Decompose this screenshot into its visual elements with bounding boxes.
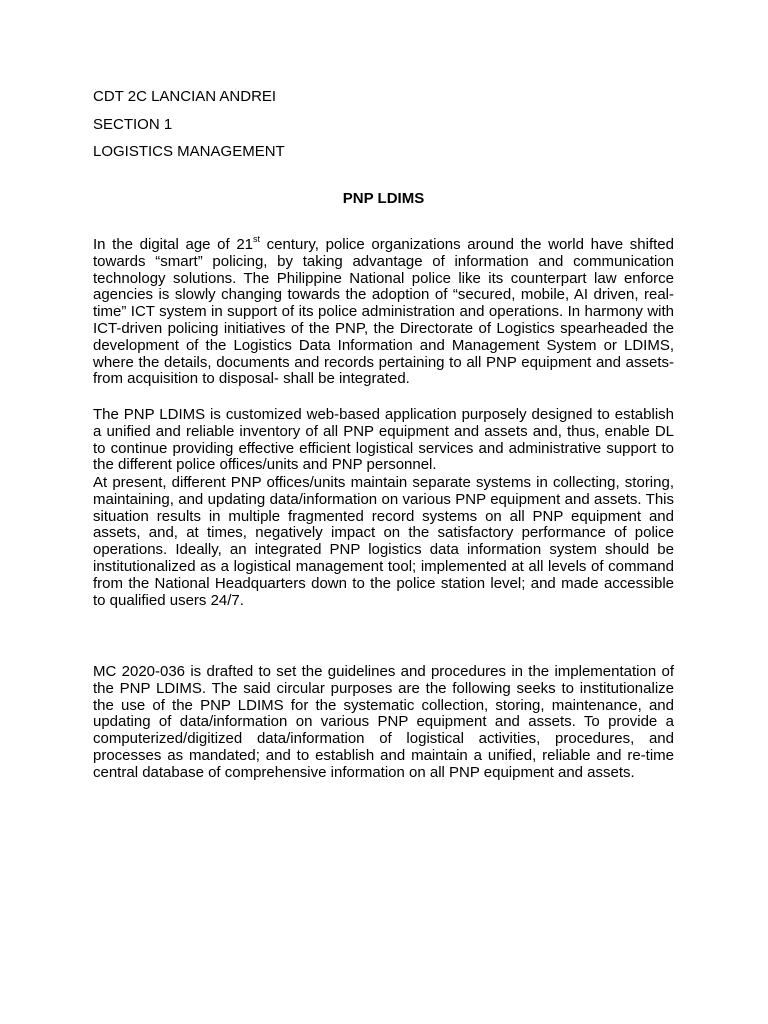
paragraph-current-situation: At present, different PNP offices/units maintain separate systems in collecting, storing, maintaining, and updating data/information on various PNP equipment and assets. This situation results in multiple fragmented record systems on all PNP equipment and assets, and, at times, negatively impact on the satisfactory performance of police operations. Ideally, an integrated PNP logistics data information system should be institutionalized as a logistical management tool; implemented at all levels of command from the National Headquarters down to the police station level; and made accessible to qualified users 24/7. xyxy=(93,474,674,609)
course-label: LOGISTICS MANAGEMENT xyxy=(93,143,285,160)
paragraph-intro-start: In the digital age of 21 xyxy=(93,236,254,253)
paragraph-memorandum-circular: MC 2020-036 is drafted to set the guidelines and procedures in the implementation of the PNP LDIMS. The said circular purposes are the following seeks to institutionalize the use of the PNP LDIMS for the systematic collection, storing, maintenance, and updating of data/information on various PNP equipment and assets. To provide a computerized/digitized data/information of logistical activities, procedures, and processes as mandated; and to establish and maintain a unified, reliable and re-time central database of comprehensive information on all PNP equipment and assets. xyxy=(93,663,674,781)
section-label: SECTION 1 xyxy=(93,116,173,133)
document-page xyxy=(93,0,674,1024)
paragraph-intro-rest: century, police organizations around the world have shifted towards “smart” policing, by taking advantage of information and communication technology solutions. The Philippine National police like its counterpart law enforce agencies is slowly changing towards the adoption of “secured, mobile, AI driven, real-time” ICT system in support of its police administration and operations. In harmony with ICT-driven policing initiatives of the PNP, the Directorate of Logistics spearheaded the development of the Logistics Data Information and Management System or LDIMS, where the details, documents and records pertaining to all PNP equipment and assets- from acquisition to disposal- shall be integrated. xyxy=(93,236,674,388)
author-name: CDT 2C LANCIAN ANDREI xyxy=(93,88,277,105)
document-title: PNP LDIMS xyxy=(342,190,425,207)
paragraph-ldims-description: The PNP LDIMS is customized web-based application purposely designed to establish a unified and reliable inventory of all PNP equipment and assets and, thus, enable DL to continue providing effective efficient logistical services and administrative support to the different police offices/units and PNP personnel. xyxy=(93,406,674,474)
paragraph-intro xyxy=(93,234,674,388)
ordinal-superscript: st xyxy=(253,234,261,244)
